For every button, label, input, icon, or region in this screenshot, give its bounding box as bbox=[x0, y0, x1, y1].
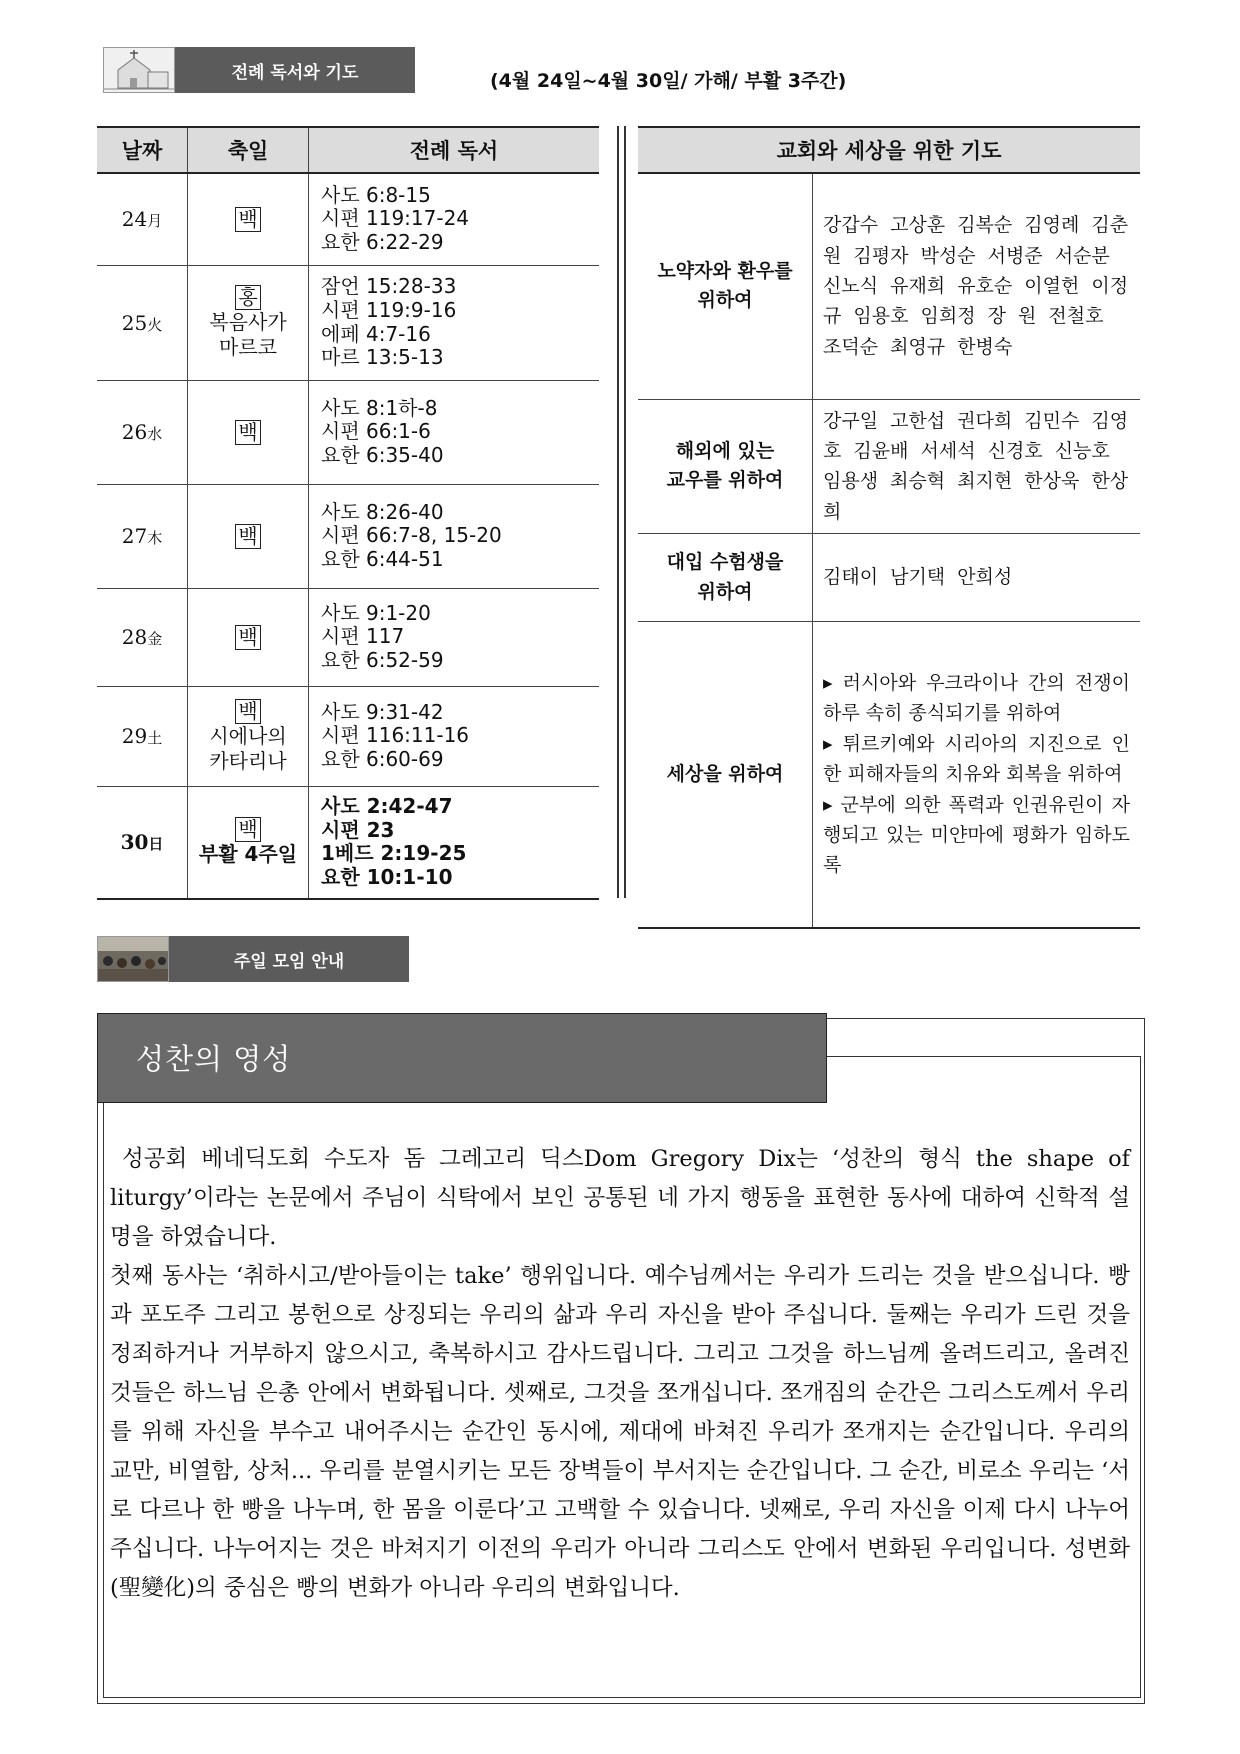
feast-cell bbox=[188, 380, 309, 484]
list-item: ▸ 러시아와 우크라이나 간의 전쟁이 하루 속히 종식되기를 위하여 bbox=[823, 671, 1130, 725]
date-cell: 27木 bbox=[97, 484, 188, 588]
prayers-table bbox=[638, 126, 1140, 929]
readings-cell: 사도 9:1-20 시편 117 요한 6:52-59 bbox=[309, 588, 600, 686]
readings-cell: 사도 8:26-40 시편 66:7-8, 15-20 요한 6:44-51 bbox=[309, 484, 600, 588]
list-item: ▸ 튀르키예와 시리아의 지진으로 인한 피해자들의 치유와 회복을 위하여 bbox=[823, 732, 1130, 786]
date-cell: 29土 bbox=[97, 686, 188, 786]
prayer-names: 강갑수 고상훈 김복순 김영례 김춘원 김평자 박성순 서병준 서순분 신노식 유재희 유호순 이열헌 이정규 임용호 임희정 장 원 전철호 조덕순 최영규 한병숙 bbox=[813, 173, 1141, 399]
date-cell: 28金 bbox=[97, 588, 188, 686]
header-readings: 전례 독서 bbox=[309, 127, 600, 173]
readings-cell: 사도 8:1하-8 시편 66:1-6 요한 6:35-40 bbox=[309, 380, 600, 484]
table-row bbox=[638, 534, 1140, 622]
world-prayer-list bbox=[813, 622, 1141, 928]
date-cell: 30日 bbox=[97, 786, 188, 899]
prayer-category: 대입 수험생을 위하여 bbox=[638, 534, 813, 622]
table-row bbox=[97, 265, 599, 380]
table-row bbox=[638, 399, 1140, 534]
prayer-category: 해외에 있는 교우를 위하여 bbox=[638, 399, 813, 534]
readings-cell: 사도 6:8-15 시편 119:17-24 요한 6:22-29 bbox=[309, 173, 600, 265]
section-title: 전례 독서와 기도 bbox=[175, 47, 415, 93]
article-paragraph: 첫째 동사는 ‘취하시고/받아들이는 take’ 행위입니다. 예수님께서는 우리가 드리는 것을 받으십니다. 빵과 포도주 그리고 봉헌으로 상징되는 우리의 삶과 우리 자신을 받아 주십니다. 둘째는 우리가 드린 것을 정죄하거나 거부하지 않으시고, 축복하시고 감사드립니다. 그리고 그것을 하느님께 올려드리고, 올려진 것들은 하느님 은총 안에서 변화됩니다. 셋째로, 그것을 쪼개십니다. 쪼개짐의 순간은 그리스도께서 우리를 위해 자신을 부수고 내어주시는 순간인 동시에, 제대에 바쳐진 우리가 쪼개지는 순간입니다. 우리의 교만, 비열함, 상처... 우리를 분열시키는 모든 장벽들이 부서지는 순간입니다. 그 순간, 비로소 우리는 ‘서로 다르나 한 빵을 나누며, 한 몸을 이룬다’고 고백할 수 있습니다. 넷째로, 우리 자신을 이제 다시 나누어 주십니다. 나누어지는 것은 바쳐지기 이전의 우리가 아니라 그리스도 안에서 변화된 우리입니다. 성변화(聖變化)의 중심은 빵의 변화가 아니라 우리의 변화입니다. bbox=[110, 1263, 1130, 1601]
header-date: 날짜 bbox=[97, 127, 188, 173]
liturgical-color: 백 bbox=[235, 625, 260, 650]
date-period: (4월 24일~4월 30일/ 가해/ 부활 3주간) bbox=[490, 70, 847, 92]
feast-name: 부활 4주일 bbox=[198, 842, 298, 867]
liturgical-color: 백 bbox=[235, 420, 260, 445]
table-row bbox=[97, 380, 599, 484]
readings-cell: 잠언 15:28-33 시편 119:9-16 에페 4:7-16 마르 13:5-13 bbox=[309, 265, 600, 380]
feast-cell bbox=[188, 786, 309, 899]
feast-name: 복음사가 마르코 bbox=[209, 310, 287, 359]
feast-cell bbox=[188, 173, 309, 265]
table-row bbox=[97, 173, 599, 265]
prayer-category: 노약자와 환우를 위하여 bbox=[638, 173, 813, 399]
date-cell: 26水 bbox=[97, 380, 188, 484]
article-paragraph: 성공회 베네딕도회 수도자 돔 그레고리 딕스Dom Gregory Dix는 ‘성찬의 형식 the shape of liturgy’이라는 논문에서 주님이 식탁에서 보인 공통된 네 가지 행동을 표현한 동사에 대하여 신학적 설명을 하였습니다. bbox=[110, 1146, 1130, 1250]
prayers-header: 교회와 세상을 위한 기도 bbox=[638, 127, 1140, 173]
prayer-category: 세상을 위하여 bbox=[638, 622, 813, 928]
table-row bbox=[97, 686, 599, 786]
readings-cell: 사도 2:42-47 시편 23 1베드 2:19-25 요한 10:1-10 bbox=[309, 786, 600, 899]
liturgical-color: 백 bbox=[235, 817, 260, 842]
feast-cell bbox=[188, 588, 309, 686]
liturgical-color: 백 bbox=[235, 699, 260, 724]
table-row bbox=[97, 786, 599, 899]
prayer-names: 강구일 고한섭 권다희 김민수 김영호 김윤배 서세석 신경호 신능호 임용생 최승혁 최지현 한상욱 한상희 bbox=[813, 399, 1141, 534]
table-row bbox=[97, 588, 599, 686]
gathering-section-header bbox=[97, 936, 409, 982]
readings-cell: 사도 9:31-42 시편 116:11-16 요한 6:60-69 bbox=[309, 686, 600, 786]
section-title: 주일 모임 안내 bbox=[169, 936, 409, 982]
table-row bbox=[638, 622, 1140, 928]
prayer-names: 김태이 남기택 안희성 bbox=[813, 534, 1141, 622]
list-item: ▸ 군부에 의한 폭력과 인권유린이 자행되고 있는 미얀마에 평화가 임하도록 bbox=[823, 793, 1130, 877]
date-cell: 24月 bbox=[97, 173, 188, 265]
liturgical-color: 홍 bbox=[235, 285, 260, 310]
article-body bbox=[110, 1140, 1130, 1608]
readings-table bbox=[97, 126, 599, 900]
liturgical-color: 백 bbox=[235, 207, 260, 232]
liturgy-section-header bbox=[103, 47, 415, 93]
feast-cell bbox=[188, 484, 309, 588]
date-cell: 25火 bbox=[97, 265, 188, 380]
article-title: 성찬의 영성 bbox=[136, 1042, 292, 1076]
gathering-photo-icon bbox=[97, 936, 169, 982]
table-row bbox=[638, 173, 1140, 399]
feast-cell bbox=[188, 686, 309, 786]
feast-cell bbox=[188, 265, 309, 380]
feast-name: 시에나의 카타리나 bbox=[209, 723, 287, 773]
table-row bbox=[97, 484, 599, 588]
church-icon bbox=[103, 47, 175, 93]
column-divider bbox=[617, 126, 626, 898]
header-feast: 축일 bbox=[188, 127, 309, 173]
liturgical-color: 백 bbox=[235, 524, 260, 549]
